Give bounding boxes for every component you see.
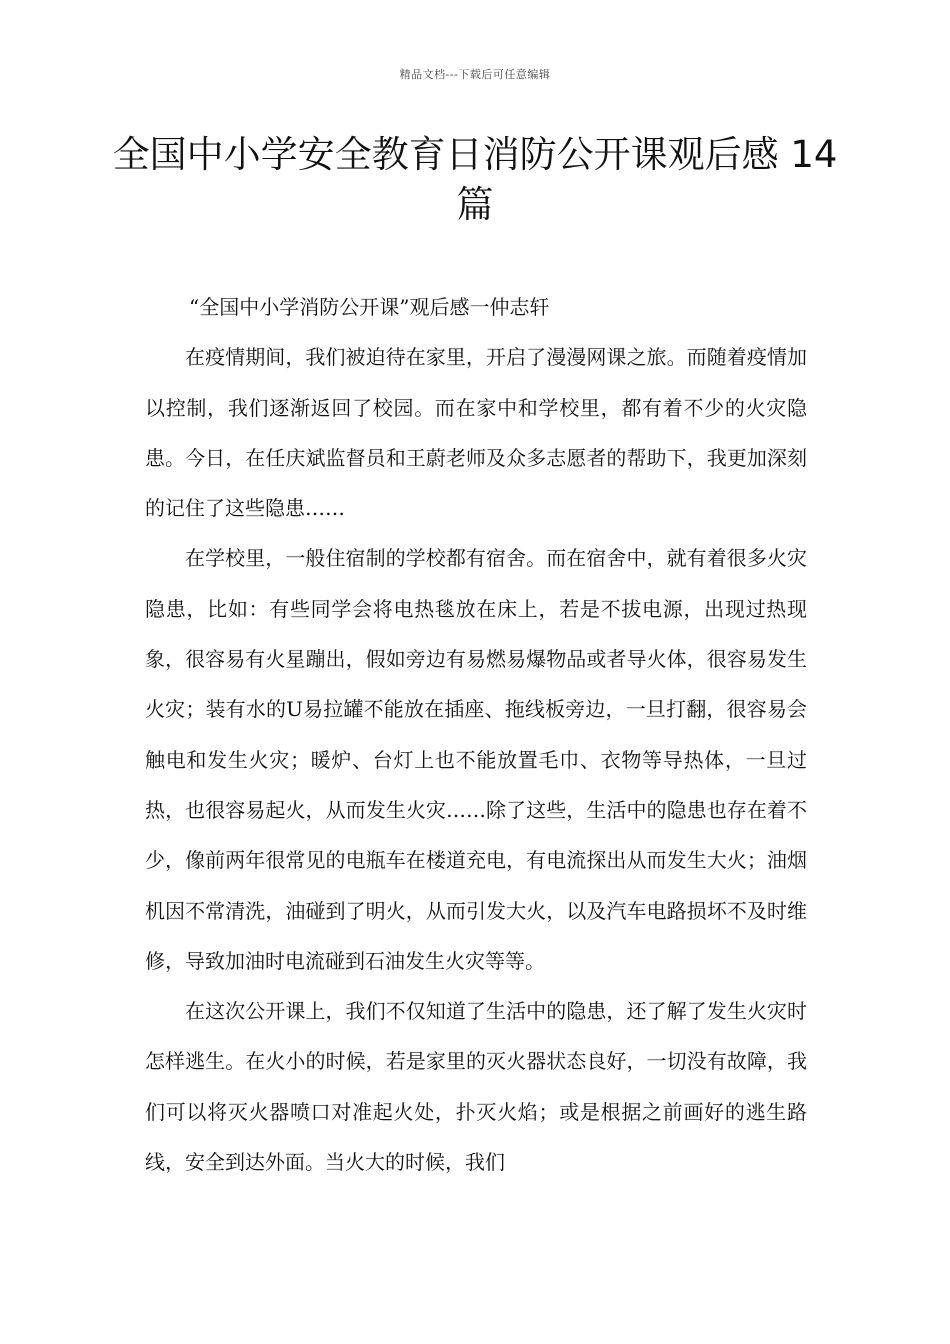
document-body — [145, 282, 807, 1187]
body-paragraph-3: 在这次公开课上，我们不仅知道了生活中的隐患，还了解了发生火灾时怎样逃生。在火小的时候，若是家里的灭火器状态良好，一切没有故障，我们可以将灭火器喷口对准起火处，扑灭火焰；或是根据之前画好的逃生路线，安全到达外面。当火大的时候，我们 — [145, 999, 807, 1175]
body-paragraph-2: 在学校里，一般住宿制的学校都有宿舍。而在宿舍中，就有着很多火灾隐患，比如：有些同学会将电热毯放在床上，若是不拔电源，出现过热现象，很容易有火星蹦出，假如旁边有易燃易爆物品或者导火体，很容易发生火灾；装有水的U易拉罐不能放在插座、拖线板旁边，一旦打翻，很容易会触电和发生火灾；暖炉、台灯上也不能放置毛巾、衣物等导热体，一旦过热，也很容易起火，从而发生火灾……除了这些，生活中的隐患也存在着不少，像前两年很常见的电瓶车在楼道充电，有电流探出从而发生大火；油烟机因不常清洗，油碰到了明火，从而引发大火，以及汽车电路损坏不及时维修，导致加油时电流碰到石油发生火灾等等。 — [145, 546, 807, 973]
document-title: 全国中小学安全教育日消防公开课观后感 14篇 — [112, 133, 838, 226]
article-subtitle: “全国中小学消防公开课”观后感一仲志轩 — [189, 295, 550, 319]
header-note: 精品文档---下载后可任意编辑 — [399, 68, 551, 81]
body-paragraph-1: 在疫情期间，我们被迫待在家里，开启了漫漫网课之旅。而随着疫情加以控制，我们逐渐返回了校园。而在家中和学校里，都有着不少的火灾隐患。今日，在任庆斌监督员和王蔚老师及众多志愿者的帮助下，我更加深刻的记住了这些隐患…… — [145, 345, 807, 521]
